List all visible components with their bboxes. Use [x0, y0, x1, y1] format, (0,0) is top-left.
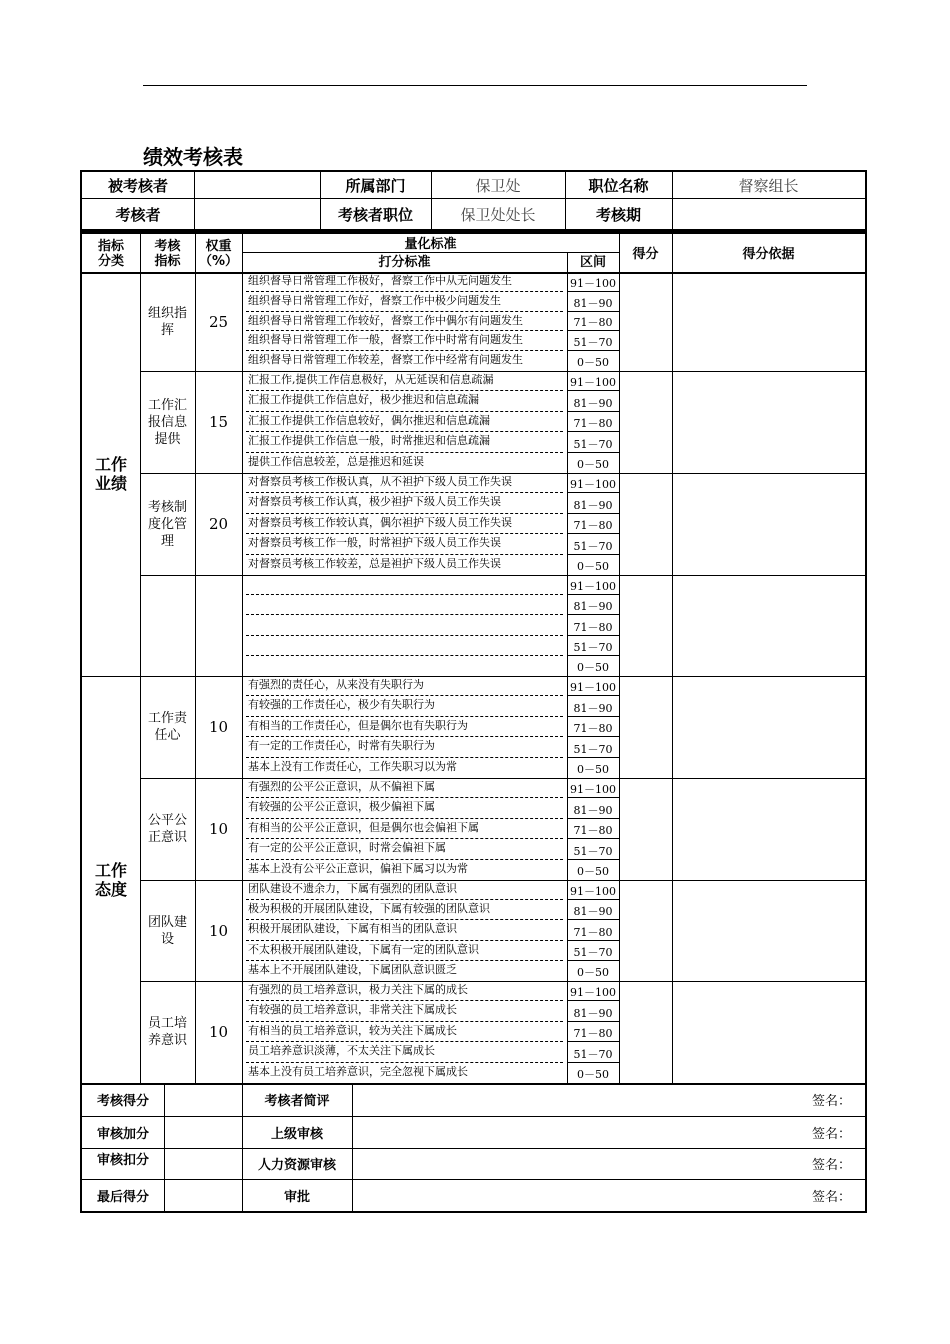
- indicator-weight: [195, 575, 242, 676]
- criterion-text: 汇报工作提供工作信息好，极少推迟和信息疏漏: [248, 393, 479, 407]
- range-value: 51－70: [573, 742, 613, 756]
- range-value: 91－100: [570, 376, 616, 390]
- criterion-text: 对督察员考核工作一般，时常袒护下级人员工作失误: [248, 536, 501, 550]
- range-value: 51－70: [573, 640, 613, 654]
- department-label: 所属部门: [345, 177, 406, 195]
- criterion-text: 有相当的工作责任心，但是偶尔也有失职行为: [248, 718, 468, 732]
- range-value: 71－80: [573, 1027, 613, 1041]
- range-value: 81－90: [573, 803, 613, 817]
- range-value: 0－50: [577, 965, 609, 979]
- footer-approval-label: 审批: [283, 1190, 310, 1205]
- appraiser-position-label: 考核者职位: [337, 205, 413, 224]
- criterion-text: 汇报工作,提供工作信息极好，从无延误和信息疏漏: [248, 373, 494, 386]
- indicator-weight: 10: [208, 921, 229, 940]
- range-value: 91－100: [570, 783, 616, 797]
- appraisee-label: 被考核者: [107, 177, 168, 195]
- col-weight: 权重 （%）: [198, 239, 239, 269]
- col-score: 得分: [632, 246, 659, 262]
- criterion-text: 基本上不开展团队建设，下属团队意识匮乏: [248, 962, 457, 976]
- range-value: 0－50: [577, 355, 609, 369]
- footer-sign-1[interactable]: 签名：: [811, 1094, 851, 1109]
- criterion-divider: [246, 330, 563, 331]
- range-value: 81－90: [573, 1006, 613, 1020]
- col-scoring: 打分标准: [378, 254, 431, 270]
- footer-superior-label: 上级审核: [270, 1126, 323, 1142]
- criterion-divider: [246, 350, 563, 351]
- criterion-text: 有一定的公平公正意识，时常会偏袒下属: [248, 841, 446, 855]
- range-value: 51－70: [573, 945, 613, 959]
- criterion-text: 有相当的员工培养意识，较为关注下属成长: [248, 1023, 457, 1037]
- range-value: 81－90: [573, 600, 613, 614]
- criterion-text: 有较强的员工培养意识，非常关注下属成长: [248, 1003, 457, 1017]
- criterion-text: 汇报工作提供工作信息一般，时常推迟和信息疏漏: [248, 434, 490, 448]
- range-value: 81－90: [573, 701, 613, 715]
- period-value[interactable]: [672, 199, 865, 229]
- position-label: 职位名称: [588, 177, 649, 195]
- range-value: 51－70: [573, 437, 613, 451]
- criterion-text: 有强烈的责任心，从来没有失职行为: [248, 678, 424, 691]
- criterion-divider: [246, 919, 563, 920]
- col-basis: 得分依据: [742, 246, 795, 262]
- period-label: 考核期: [595, 205, 641, 224]
- indicator-name: 组织指挥: [147, 305, 187, 338]
- criterion-divider: [246, 655, 563, 656]
- indicator-weight: 10: [208, 1023, 229, 1041]
- indicator-weight: 10: [208, 718, 229, 736]
- criterion-divider: [246, 452, 563, 453]
- criterion-divider: [246, 1021, 563, 1022]
- page-title: 绩效考核表: [143, 145, 243, 169]
- footer-bonus-label: 审核加分: [96, 1126, 149, 1142]
- range-value: 91－100: [570, 580, 616, 594]
- criterion-divider: [246, 635, 563, 636]
- range-value: 71－80: [573, 316, 613, 330]
- department-value[interactable]: 保卫处: [475, 177, 521, 195]
- indicator-weight: 10: [208, 820, 229, 838]
- criterion-text: 基本上没有工作责任心，工作失职习以为常: [248, 759, 457, 773]
- criterion-text: 有较强的工作责任心，极少有失职行为: [248, 698, 435, 712]
- range-value: 81－90: [573, 905, 613, 919]
- criterion-divider: [246, 716, 563, 717]
- indicator-name: 员工培养意识: [147, 1016, 187, 1048]
- criterion-divider: [246, 757, 563, 758]
- criterion-text: [248, 658, 568, 678]
- criterion-text: 组织督导日常管理工作极好，督察工作中从无问题发生: [248, 274, 512, 287]
- criterion-text: 不太积极开展团队建设，下属有一定的团队意识: [248, 942, 479, 956]
- criterion-divider: [246, 291, 563, 292]
- col-indicator: 考核 指标: [154, 239, 181, 269]
- range-value: 91－100: [570, 276, 616, 290]
- criterion-text: 组织督导日常管理工作一般，督察工作中时常有问题发生: [248, 333, 523, 347]
- footer-final-label: 最后得分: [96, 1190, 149, 1205]
- criterion-text: 对督察员考核工作较认真，偶尔袒护下级人员工作失误: [248, 515, 512, 529]
- range-value: 51－70: [573, 539, 613, 553]
- range-value: 81－90: [573, 498, 613, 512]
- criterion-text: 员工培养意识淡薄，不太关注下属成长: [248, 1044, 435, 1058]
- range-value: 71－80: [573, 722, 613, 736]
- appraiser-value[interactable]: [194, 199, 320, 229]
- criterion-divider: [246, 960, 563, 961]
- criterion-divider: [246, 513, 563, 514]
- indicator-name: 考核制度化管理: [147, 499, 187, 549]
- range-value: 71－80: [573, 417, 613, 431]
- criterion-divider: [246, 818, 563, 819]
- criterion-text: 提供工作信息较差，总是推迟和延误: [248, 454, 424, 468]
- criterion-text: 组织督导日常管理工作较差，督察工作中经常有问题发生: [248, 353, 523, 367]
- appraiser-label: 考核者: [115, 205, 161, 224]
- range-value: 91－100: [570, 478, 616, 492]
- criterion-text: 汇报工作提供工作信息较好，偶尔推迟和信息疏漏: [248, 413, 490, 427]
- criterion-text: 有一定的工作责任心，时常有失职行为: [248, 739, 435, 753]
- assessment-table: [80, 231, 867, 1213]
- criterion-text: 积极开展团队建设，下属有相当的团队意识: [248, 922, 457, 936]
- criterion-divider: [246, 554, 563, 555]
- criterion-text: 基本上没有公平公正意识，偏袒下属习以为常: [248, 861, 468, 875]
- criterion-divider: [246, 533, 563, 534]
- range-value: 71－80: [573, 519, 613, 533]
- position-value[interactable]: 督察组长: [738, 177, 799, 195]
- criterion-text: 对督察员考核工作较差，总是袒护下级人员工作失误: [248, 556, 501, 570]
- criterion-divider: [246, 311, 563, 312]
- header-rule: [143, 85, 807, 86]
- category-performance: 工作 业绩: [94, 455, 127, 493]
- col-quant: 量化标准: [404, 236, 457, 252]
- range-value: 0－50: [577, 457, 609, 471]
- category-attitude: 工作 态度: [94, 860, 127, 899]
- criterion-divider: [246, 899, 563, 900]
- criterion-divider: [246, 736, 563, 737]
- appraisee-value[interactable]: [194, 172, 320, 199]
- range-value: 0－50: [577, 762, 609, 776]
- criterion-divider: [246, 411, 563, 412]
- criterion-divider: [246, 614, 563, 615]
- footer-deduct-label: 审核扣分: [96, 1152, 149, 1168]
- range-value: 71－80: [573, 925, 613, 939]
- criterion-divider: [246, 390, 563, 391]
- range-value: 0－50: [577, 864, 609, 878]
- criterion-text: 有强烈的公平公正意识，从不偏袒下属: [248, 780, 435, 793]
- criterion-text: 有相当的公平公正意识，但是偶尔也会偏袒下属: [248, 820, 479, 834]
- indicator-weight: 20: [208, 515, 229, 533]
- range-value: 91－100: [570, 885, 616, 899]
- footer-hr-label: 人力资源审核: [257, 1158, 336, 1173]
- footer-sign-2[interactable]: 签名：: [811, 1126, 851, 1142]
- appraiser-position-value[interactable]: 保卫处处长: [460, 205, 536, 224]
- criterion-divider: [246, 838, 563, 839]
- criterion-text: 有较强的公平公正意识，极少偏袒下属: [248, 800, 435, 814]
- criterion-divider: [246, 940, 563, 941]
- criterion-divider: [246, 431, 563, 432]
- indicator-name: 工作责任心: [147, 711, 187, 743]
- range-value: 91－100: [570, 986, 616, 1000]
- range-value: 0－50: [577, 559, 609, 573]
- criterion-text: 组织督导日常管理工作较好，督察工作中偶尔有问题发生: [248, 313, 523, 327]
- criterion-divider: [246, 1000, 563, 1001]
- criterion-text: 基本上没有员工培养意识，完全忽视下属成长: [248, 1064, 468, 1078]
- criterion-text: 团队建设不遗余力，下属有强烈的团队意识: [248, 882, 457, 895]
- range-value: 51－70: [573, 844, 613, 858]
- criterion-text: 对督察员考核工作极认真，从不袒护下级人员工作失误: [248, 475, 512, 488]
- footer-score-label: 考核得分: [96, 1094, 149, 1109]
- range-value: 71－80: [573, 620, 613, 634]
- indicator-weight: 15: [208, 413, 229, 431]
- range-value: 51－70: [573, 1047, 613, 1061]
- indicator-name: 工作汇报信息提供: [147, 397, 187, 447]
- range-value: 91－100: [570, 681, 616, 695]
- col-range: 区间: [579, 254, 606, 270]
- range-value: 0－50: [577, 1067, 609, 1081]
- criterion-divider: [246, 492, 563, 493]
- range-value: 81－90: [573, 296, 613, 310]
- criterion-divider: [246, 594, 563, 595]
- criterion-text: 组织督导日常管理工作好，督察工作中极少问题发生: [248, 293, 501, 307]
- range-value: 0－50: [577, 660, 609, 674]
- criterion-divider: [246, 695, 563, 696]
- footer-sign-4[interactable]: 签名：: [811, 1190, 851, 1205]
- range-value: 71－80: [573, 824, 613, 838]
- criterion-divider: [246, 859, 563, 860]
- range-value: 81－90: [573, 396, 613, 410]
- range-value: 51－70: [573, 336, 613, 350]
- indicator-weight: 25: [208, 312, 229, 331]
- criterion-text: 对督察员考核工作认真，极少袒护下级人员工作失误: [248, 495, 501, 509]
- criterion-divider: [246, 1041, 563, 1042]
- criterion-divider: [246, 1062, 563, 1063]
- col-category: 指标 分类: [97, 239, 124, 269]
- footer-sign-3[interactable]: 签名：: [811, 1158, 851, 1173]
- criterion-text: 有强烈的员工培养意识，极力关注下属的成长: [248, 983, 468, 996]
- footer-review-label: 考核者简评: [264, 1094, 330, 1109]
- indicator-name: [140, 575, 195, 676]
- indicator-name: 公平公正意识: [147, 813, 187, 845]
- criterion-divider: [246, 797, 563, 798]
- criterion-text: 极为积极的开展团队建设，下属有较强的团队意识: [248, 902, 490, 916]
- info-header: [80, 170, 867, 231]
- indicator-name: 团队建设: [147, 914, 187, 947]
